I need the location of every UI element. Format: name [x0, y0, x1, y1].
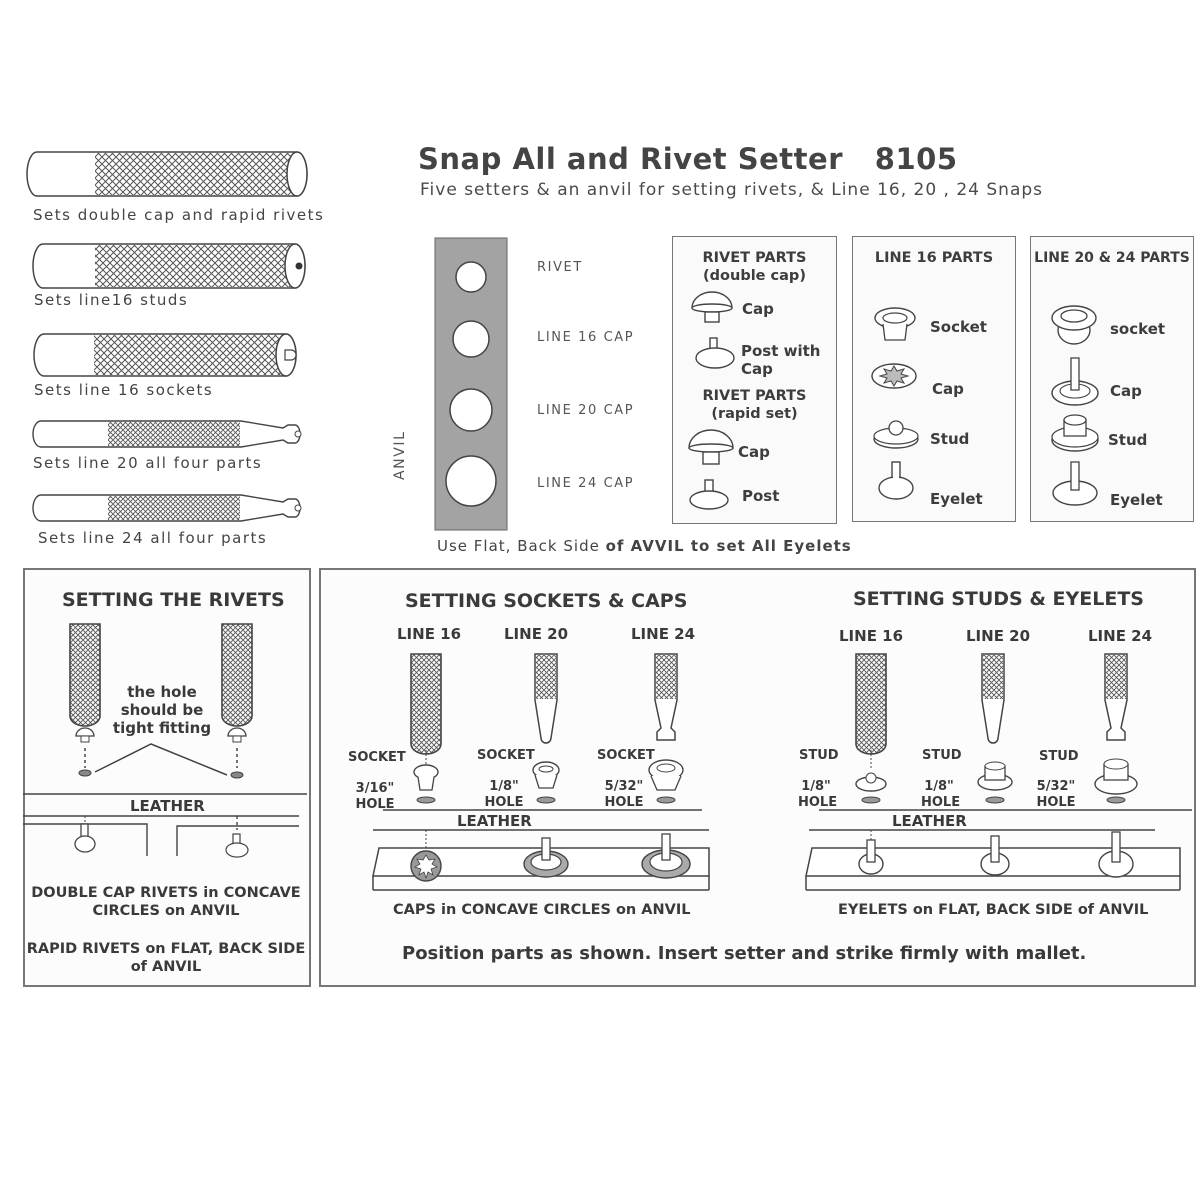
cap-icon: [870, 362, 918, 392]
instructions-footer: Position parts as shown. Insert setter and strike firmly with mallet.: [402, 943, 1087, 964]
anvil-label: ANVIL: [392, 430, 408, 480]
part-label: socket: [1110, 320, 1166, 338]
panel-title: SETTING STUDS & EYELETS: [853, 588, 1144, 610]
rivet-post-icon: [689, 478, 731, 512]
line-label: LINE 16: [839, 627, 904, 645]
rivet-cap-icon: [687, 428, 735, 468]
part-label: Post with: [741, 342, 821, 360]
hole-size: 5/32" HOLE: [604, 779, 644, 810]
part-label: Eyelet: [1110, 491, 1163, 509]
sockets-caption: CAPS in CONCAVE CIRCLES on ANVIL: [393, 902, 691, 918]
setter-tool-icon: [33, 494, 308, 524]
page-subtitle: Five setters & an anvil for setting rivets, & Line 16, 20 , 24 Snaps: [420, 180, 1044, 200]
anvil-hole-label: LINE 24 CAP: [537, 476, 635, 491]
leather-label: LEATHER: [130, 797, 205, 815]
line-label: LINE 20: [966, 627, 1031, 645]
rivet-cap-icon: [690, 290, 735, 326]
setter-tool-icon: [33, 242, 313, 292]
studs-caption: EYELETS on FLAT, BACK SIDE of ANVIL: [838, 902, 1149, 918]
line-label: LINE 24: [631, 625, 696, 643]
setter-tool-icon: [25, 150, 310, 202]
hole-size: 1/8" HOLE: [798, 779, 838, 810]
part-label: SOCKET: [597, 748, 655, 763]
hole-size: 1/8" HOLE: [921, 779, 961, 810]
anvil-hole-label: LINE 20 CAP: [537, 403, 635, 418]
rivet-hole-note: the hole should be tight fitting: [112, 683, 212, 737]
part-label: Stud: [1108, 431, 1148, 449]
leather-label: LEATHER: [457, 812, 532, 830]
rivet-caption: DOUBLE CAP RIVETS in CONCAVE CIRCLES on ANVIL: [31, 885, 301, 919]
part-label: Cap: [742, 300, 774, 318]
setter-caption: Sets line 16 sockets: [34, 381, 214, 399]
socket-icon: [1050, 304, 1098, 348]
anvil-icon: [435, 238, 510, 533]
socket-icon: [873, 306, 917, 346]
stud-icon: [872, 415, 920, 451]
line16-parts-box: LINE 16 PARTS: [852, 236, 1016, 522]
hole-size: 1/8" HOLE: [484, 779, 524, 810]
page-title: Snap All and Rivet Setter 8105: [418, 142, 958, 176]
part-label: STUD: [1039, 749, 1079, 764]
part-label: Cap: [932, 380, 964, 398]
line-label: LINE 24: [1088, 627, 1153, 645]
setter-caption: Sets line16 studs: [34, 291, 189, 309]
hole-size: 3/16" HOLE: [355, 781, 395, 812]
leather-label: LEATHER: [892, 812, 967, 830]
hole-size: 5/32" HOLE: [1036, 779, 1076, 810]
setter-caption: Sets double cap and rapid rivets: [33, 206, 325, 224]
part-label: STUD: [799, 748, 839, 763]
panel-title: SETTING SOCKETS & CAPS: [405, 590, 688, 612]
stud-icon: [1050, 410, 1100, 454]
setter-caption: Sets line 24 all four parts: [38, 529, 268, 547]
rivet-parts-box: RIVET PARTS (double cap) RIVET PARTS (rapid set): [672, 236, 837, 524]
part-label: Cap: [1110, 382, 1142, 400]
part-label: Cap: [741, 360, 773, 378]
rivet-caption: RAPID RIVETS on FLAT, BACK SIDE of ANVIL: [26, 941, 306, 975]
line-label: LINE 16: [397, 625, 462, 643]
line2024-parts-box: LINE 20 & 24 PARTS: [1030, 236, 1194, 522]
part-label: SOCKET: [477, 748, 535, 763]
setter-tool-icon: [33, 420, 308, 450]
setter-tool-icon: [34, 332, 304, 378]
part-label: Cap: [738, 443, 770, 461]
eyelet-icon: [1050, 460, 1100, 506]
anvil-hole-label: LINE 16 CAP: [537, 330, 635, 345]
anvil-note: Use Flat, Back Side of AVVIL to set All Eyelets: [437, 537, 852, 555]
part-label: Stud: [930, 430, 970, 448]
part-label: Socket: [930, 318, 987, 336]
rivet-post-icon: [694, 336, 736, 372]
anvil-hole-label: RIVET: [537, 260, 583, 275]
panel-title: SETTING THE RIVETS: [62, 589, 285, 611]
rivet-setting-diagram: [23, 620, 307, 860]
part-label: SOCKET: [348, 750, 406, 765]
snap-setting-diagram: [319, 650, 1192, 900]
eyelet-icon: [877, 460, 917, 502]
part-label: STUD: [922, 748, 962, 763]
part-label: Post: [742, 487, 780, 505]
part-label: Eyelet: [930, 490, 983, 508]
setter-caption: Sets line 20 all four parts: [33, 454, 263, 472]
cap-icon: [1050, 355, 1100, 407]
line-label: LINE 20: [504, 625, 569, 643]
